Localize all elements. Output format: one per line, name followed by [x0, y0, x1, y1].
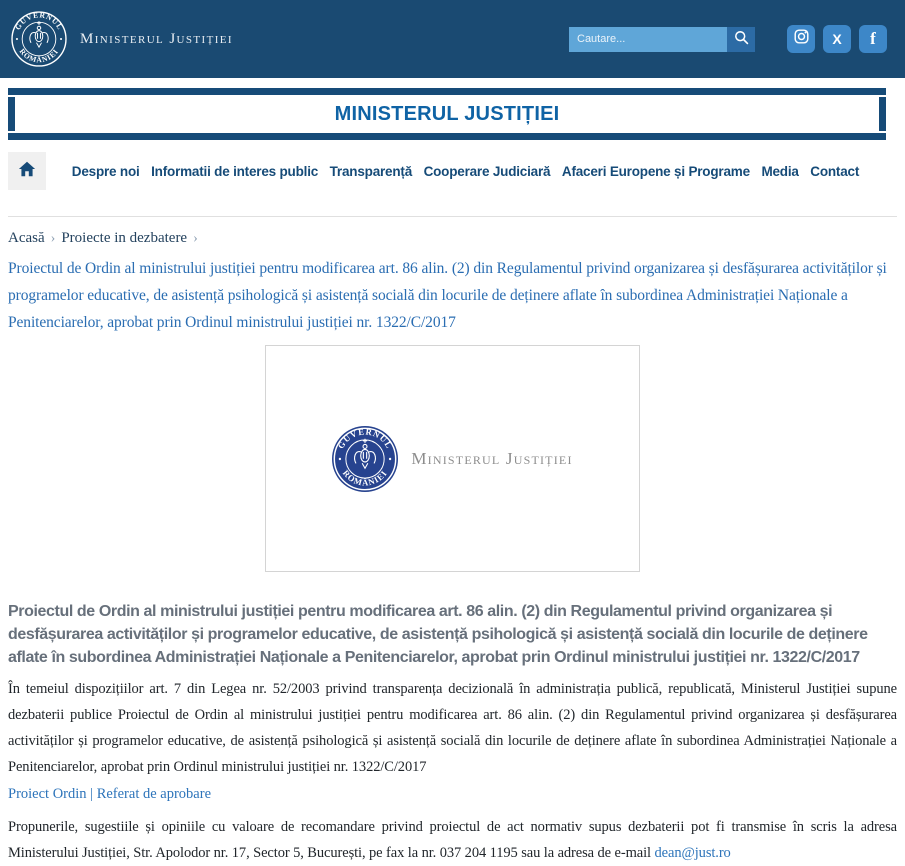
breadcrumb [8, 230, 897, 247]
home-button[interactable] [8, 152, 46, 190]
main-nav [8, 152, 865, 190]
x-twitter-button[interactable] [823, 25, 851, 53]
attachment-separator: | [90, 786, 94, 802]
home-icon [18, 160, 36, 183]
nav-item-cooperare-judiciara[interactable]: Cooperare Judiciară [423, 163, 551, 179]
site-header [0, 0, 905, 78]
instagram-icon [793, 28, 810, 50]
proiect-ordin-link[interactable]: Proiect Ordin [8, 786, 87, 802]
svg-text:GUVERNUL: GUVERNUL [13, 10, 65, 32]
nav-divider [8, 216, 897, 217]
x-twitter-icon: X [832, 31, 842, 47]
header-ministry-name: Ministerul Justiției [80, 30, 233, 47]
banner-left-bar [8, 97, 15, 131]
paragraph-2-text: Propunerile, sugestiile și opiniile cu valoare de recomandare privind proiectul de act normativ supus dezbaterii pot fi transmise în scris la adresa Ministerului Justiției, Str. Apolodor nr. 17, Sector 5, București, pe fax la nr. 037 204 1195 sau la adresa de e-mail [8, 819, 897, 861]
search-input[interactable] [569, 27, 727, 52]
search-bar [569, 27, 755, 52]
title-banner [8, 88, 886, 140]
nav-item-transparenta[interactable]: Transparență [329, 163, 413, 179]
government-seal-logo [10, 10, 68, 68]
article-title-link[interactable]: Proiectul de Ordin al ministrului justiției pentru modificarea art. 86 alin. (2) din Regulamentul privind organizarea și desfășurarea activităților și programelor educative, de asistență psihologică și asistență socială din locurile de deținere aflate în subordinea Administrației Naționale a Penitenciarelor, aprobat prin Ordinul ministrului justiției nr. 1322/C/2017 [8, 260, 887, 331]
nav-item-contact[interactable]: Contact [810, 163, 860, 179]
search-button[interactable] [727, 27, 755, 52]
hero-image-caption: Ministerul Justiției [411, 448, 573, 468]
instagram-button[interactable] [787, 25, 815, 53]
nav-item-informatii[interactable]: Informatii de interes public [151, 163, 319, 179]
attachment-links [8, 781, 897, 807]
search-icon [733, 29, 750, 49]
banner-bottom-bar [8, 133, 886, 140]
svg-text:ROMÂNIEI: ROMÂNIEI [17, 46, 61, 65]
breadcrumb-proiecte[interactable]: Proiecte in dezbatere [61, 230, 188, 246]
social-links [787, 25, 887, 53]
breadcrumb-separator: › [50, 231, 56, 246]
nav-item-afaceri-europene[interactable]: Afaceri Europene și Programe [561, 163, 750, 179]
email-link[interactable]: dean@just.ro [654, 845, 731, 861]
svg-text:ROMÂNIEI: ROMÂNIEI [341, 467, 390, 488]
article-heading: Proiectul de Ordin al ministrului justiției pentru modificarea art. 86 alin. (2) din Regulamentul privind organizarea și desfășurarea activităților și programelor educative, de asistență psihologică și asistență socială din locurile de deținere aflate în subordinea Administrației Naționale a Penitenciarelor, aprobat prin Ordinul ministrului justiției nr. 1322/C/2017 [8, 603, 868, 666]
nav-item-media[interactable]: Media [761, 163, 799, 179]
government-seal-image [332, 426, 398, 492]
facebook-button[interactable] [859, 25, 887, 53]
referat-aprobare-link[interactable]: Referat de aprobare [96, 786, 212, 802]
article-paragraph-1: În temeiul dispozițiilor art. 7 din Legea nr. 52/2003 privind transparența decizională în administrația publică, republicată, Ministerul Justiției supune dezbaterii publice Proiectul de Ordin al ministrului justiției pentru modificarea art. 86 alin. (2) din Regulamentul privind organizarea și desfășurarea activităților și programelor educative, de asistență psihologică și asistență socială din locurile de deținere aflate în subordinea Administrației Naționale a Penitenciarelor, aprobat prin Ordinul ministrului justiției nr. 1322/C/2017 [8, 681, 897, 775]
svg-text:GUVERNUL: GUVERNUL [335, 425, 395, 450]
article-hero-image [265, 345, 640, 572]
nav-item-despre-noi[interactable]: Despre noi [71, 163, 140, 179]
breadcrumb-separator: › [193, 231, 198, 246]
banner-right-bar [879, 97, 886, 131]
article-paragraph-2 [8, 814, 897, 866]
facebook-icon: f [870, 29, 876, 48]
breadcrumb-home[interactable]: Acasă [8, 230, 45, 246]
banner-title: MINISTERUL JUSTIȚIEI [334, 102, 560, 125]
banner-top-bar [8, 88, 886, 95]
coat-of-arms-icon [30, 22, 48, 48]
